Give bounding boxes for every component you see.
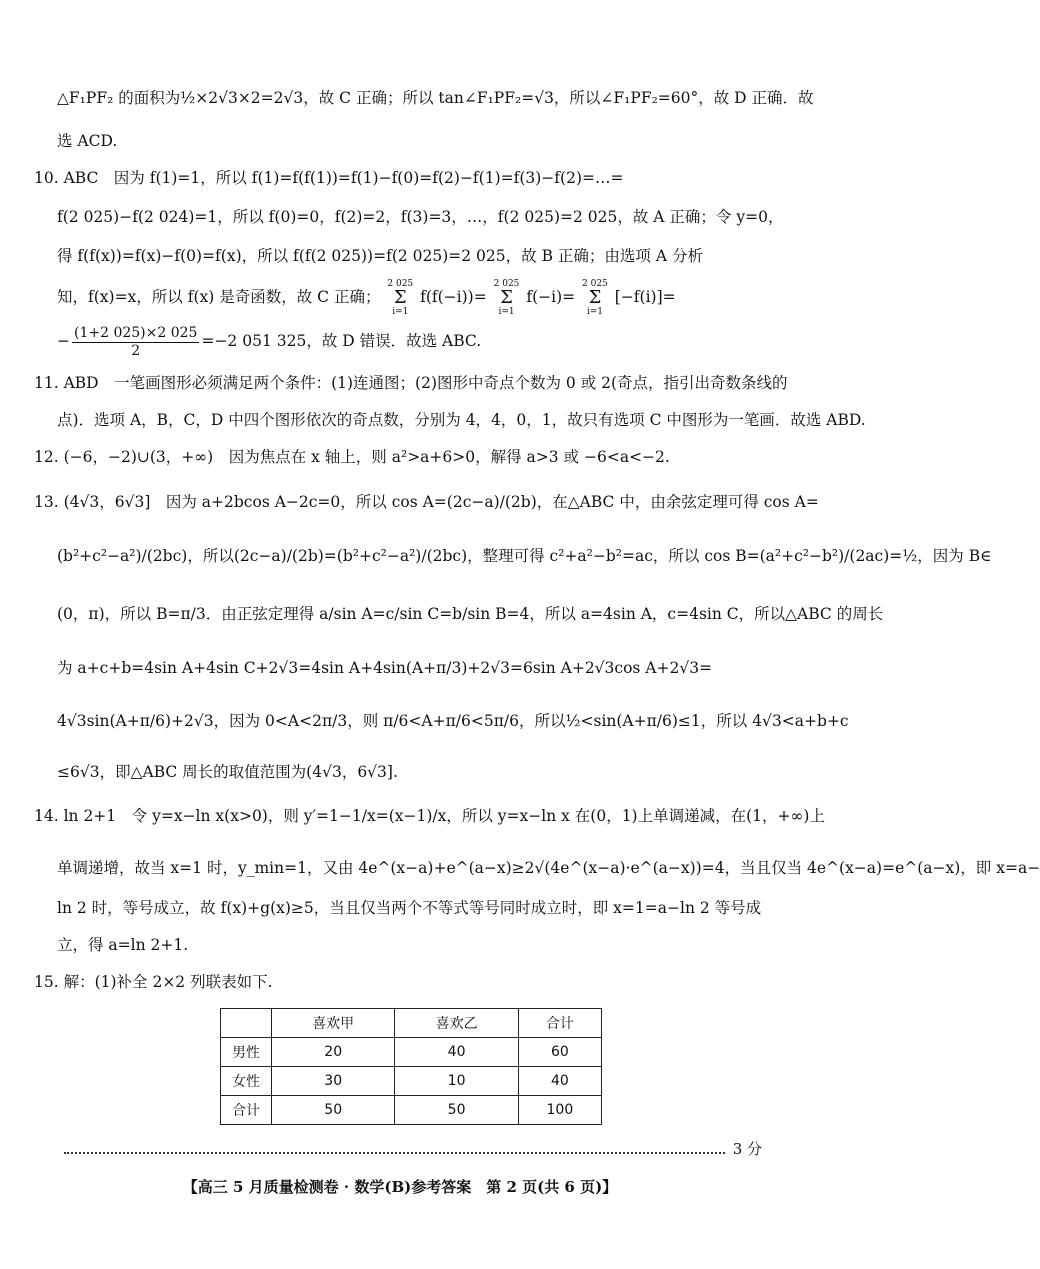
table-header-cell: 合计 (518, 1009, 601, 1038)
answer-15-line: 15. 解：(1)补全 2×2 列联表如下. (34, 973, 273, 991)
table-cell: 30 (272, 1067, 395, 1096)
answer-10-line: f(2 025)−f(2 024)=1，所以 f(0)=0，f(2)=2，f(3)=3，…，f(2 025)=2 025，故 A 正确；令 y=0， (57, 208, 784, 226)
answer-14-line: 单调递增，故当 x=1 时，y_min=1，又由 4e^(x−a)+e^(a−x)≥2√(4e^(x−a)·e^(a−x))=4，当且仅当 4e^(x−a)=e^(a−x)，即 x=a− (57, 859, 1040, 877)
answer-13-line: (b²+c²−a²)/(2bc)，所以(2c−a)/(2b)=(b²+c²−a²)/(2bc)，整理可得 c²+a²−b²=ac，所以 cos B=(a²+c²−b²)/(2ac)=½，因为 B∈ (57, 547, 992, 565)
answer-10-line: 10. ABC 因为 f(1)=1，所以 f(1)=f(f(1))=f(1)−f(0)=f(2)−f(1)=f(3)−f(2)=…= (34, 169, 624, 187)
sum-symbol: 2 025 Σ i=1 (387, 279, 414, 317)
score-line (64, 1138, 762, 1159)
answer-13-line: 为 a+c+b=4sin A+4sin C+2√3=4sin A+4sin(A+π/3)+2√3=6sin A+2√3cos A+2√3= (57, 659, 713, 677)
table-row (221, 1067, 602, 1096)
table-cell: 40 (395, 1038, 518, 1067)
table-header-cell (221, 1009, 272, 1038)
table-row (221, 1096, 602, 1125)
table-cell: 50 (395, 1096, 518, 1125)
answer-14-line: ln 2 时，等号成立，故 f(x)+g(x)≥5，当且仅当两个不等式等号同时成立时，即 x=1=a−ln 2 等号成 (57, 899, 762, 917)
text-line: △F₁PF₂ 的面积为½×2√3×2=2√3，故 C 正确；所以 tan∠F₁PF₂=√3，所以∠F₁PF₂=60°，故 D 正确．故 (57, 89, 814, 107)
table-cell: 100 (518, 1096, 601, 1125)
page-footer: 【高三 5 月质量检测卷 · 数学(B)参考答案 第 2 页(共 6 页)】 (182, 1178, 618, 1196)
answer-13-line: 13. (4√3，6√3] 因为 a+2bcos A−2c=0，所以 cos A=(2c−a)/(2b)，在△ABC 中，由余弦定理可得 cos A= (34, 493, 819, 511)
answer-10-line: − $\frac{(1+2 025)\times 2 025}{2}$ =−2 051 325，故 D 错误．故选 ABC. (57, 324, 482, 359)
table-cell: 50 (272, 1096, 395, 1125)
contingency-table (220, 1008, 602, 1125)
answer-14-line: 14. ln 2+1 令 y=x−ln x(x>0)，则 y′=1−1/x=(x−1)/x，所以 y=x−ln x 在(0，1)上单调递减，在(1，+∞)上 (34, 807, 825, 825)
dotted-leader (64, 1144, 725, 1154)
table-row (221, 1038, 602, 1067)
fraction: $\frac{(1+2 025)\times 2 025}{2}$ (74, 324, 198, 359)
table-header-cell: 喜欢乙 (395, 1009, 518, 1038)
answer-13-line: 4√3sin(A+π/6)+2√3，因为 0<A<2π/3，则 π/6<A+π/6<5π/6，所以½<sin(A+π/6)≤1，所以 4√3<a+b+c (57, 712, 849, 730)
table-cell: 合计 (221, 1096, 272, 1125)
answer-13-line: ≤6√3，即△ABC 周长的取值范围为(4√3，6√3]. (57, 763, 398, 781)
sum-symbol: 2 025 Σ i=1 (493, 279, 520, 317)
text-line: 选 ACD. (57, 132, 118, 150)
table-cell: 60 (518, 1038, 601, 1067)
table-cell: 20 (272, 1038, 395, 1067)
table-header-cell: 喜欢甲 (272, 1009, 395, 1038)
answer-10-line: 得 f(f(x))=f(x)−f(0)=f(x)，所以 f(f(2 025))=f(2 025)=2 025，故 B 正确；由选项 A 分析 (57, 247, 703, 265)
answer-10-sum-line: 知，f(x)=x，所以 f(x) 是奇函数，故 C 正确； 2 025 Σ i=1 f(f(−i))= 2 025 Σ i=1 f(−i)= 2 025 Σ i=1 [−f(i)]= (57, 279, 676, 317)
answer-13-line: (0，π)，所以 B=π/3．由正弦定理得 a/sin A=c/sin C=b/sin B=4，所以 a=4sin A，c=4sin C，所以△ABC 的周长 (57, 605, 884, 623)
table-cell: 女性 (221, 1067, 272, 1096)
sum-symbol: 2 025 Σ i=1 (582, 279, 608, 317)
table-cell: 40 (518, 1067, 601, 1096)
answer-12-line: 12. (−6，−2)∪(3，+∞) 因为焦点在 x 轴上，则 a²>a+6>0，解得 a>3 或 −6<a<−2. (34, 448, 670, 466)
answer-11-line: 11. ABD 一笔画图形必须满足两个条件：(1)连通图；(2)图形中奇点个数为 0 或 2(奇点，指引出奇数条线的 (34, 374, 788, 392)
answer-14-line: 立，得 a=ln 2+1. (57, 936, 189, 954)
table-header-row (221, 1009, 602, 1038)
answer-11-line: 点)．选项 A，B，C，D 中四个图形依次的奇点数，分别为 4，4，0，1，故只有选项 C 中图形为一笔画．故选 ABD. (57, 411, 866, 429)
table-cell: 男性 (221, 1038, 272, 1067)
table-cell: 10 (395, 1067, 518, 1096)
score-label: 3 分 (732, 1140, 762, 1158)
